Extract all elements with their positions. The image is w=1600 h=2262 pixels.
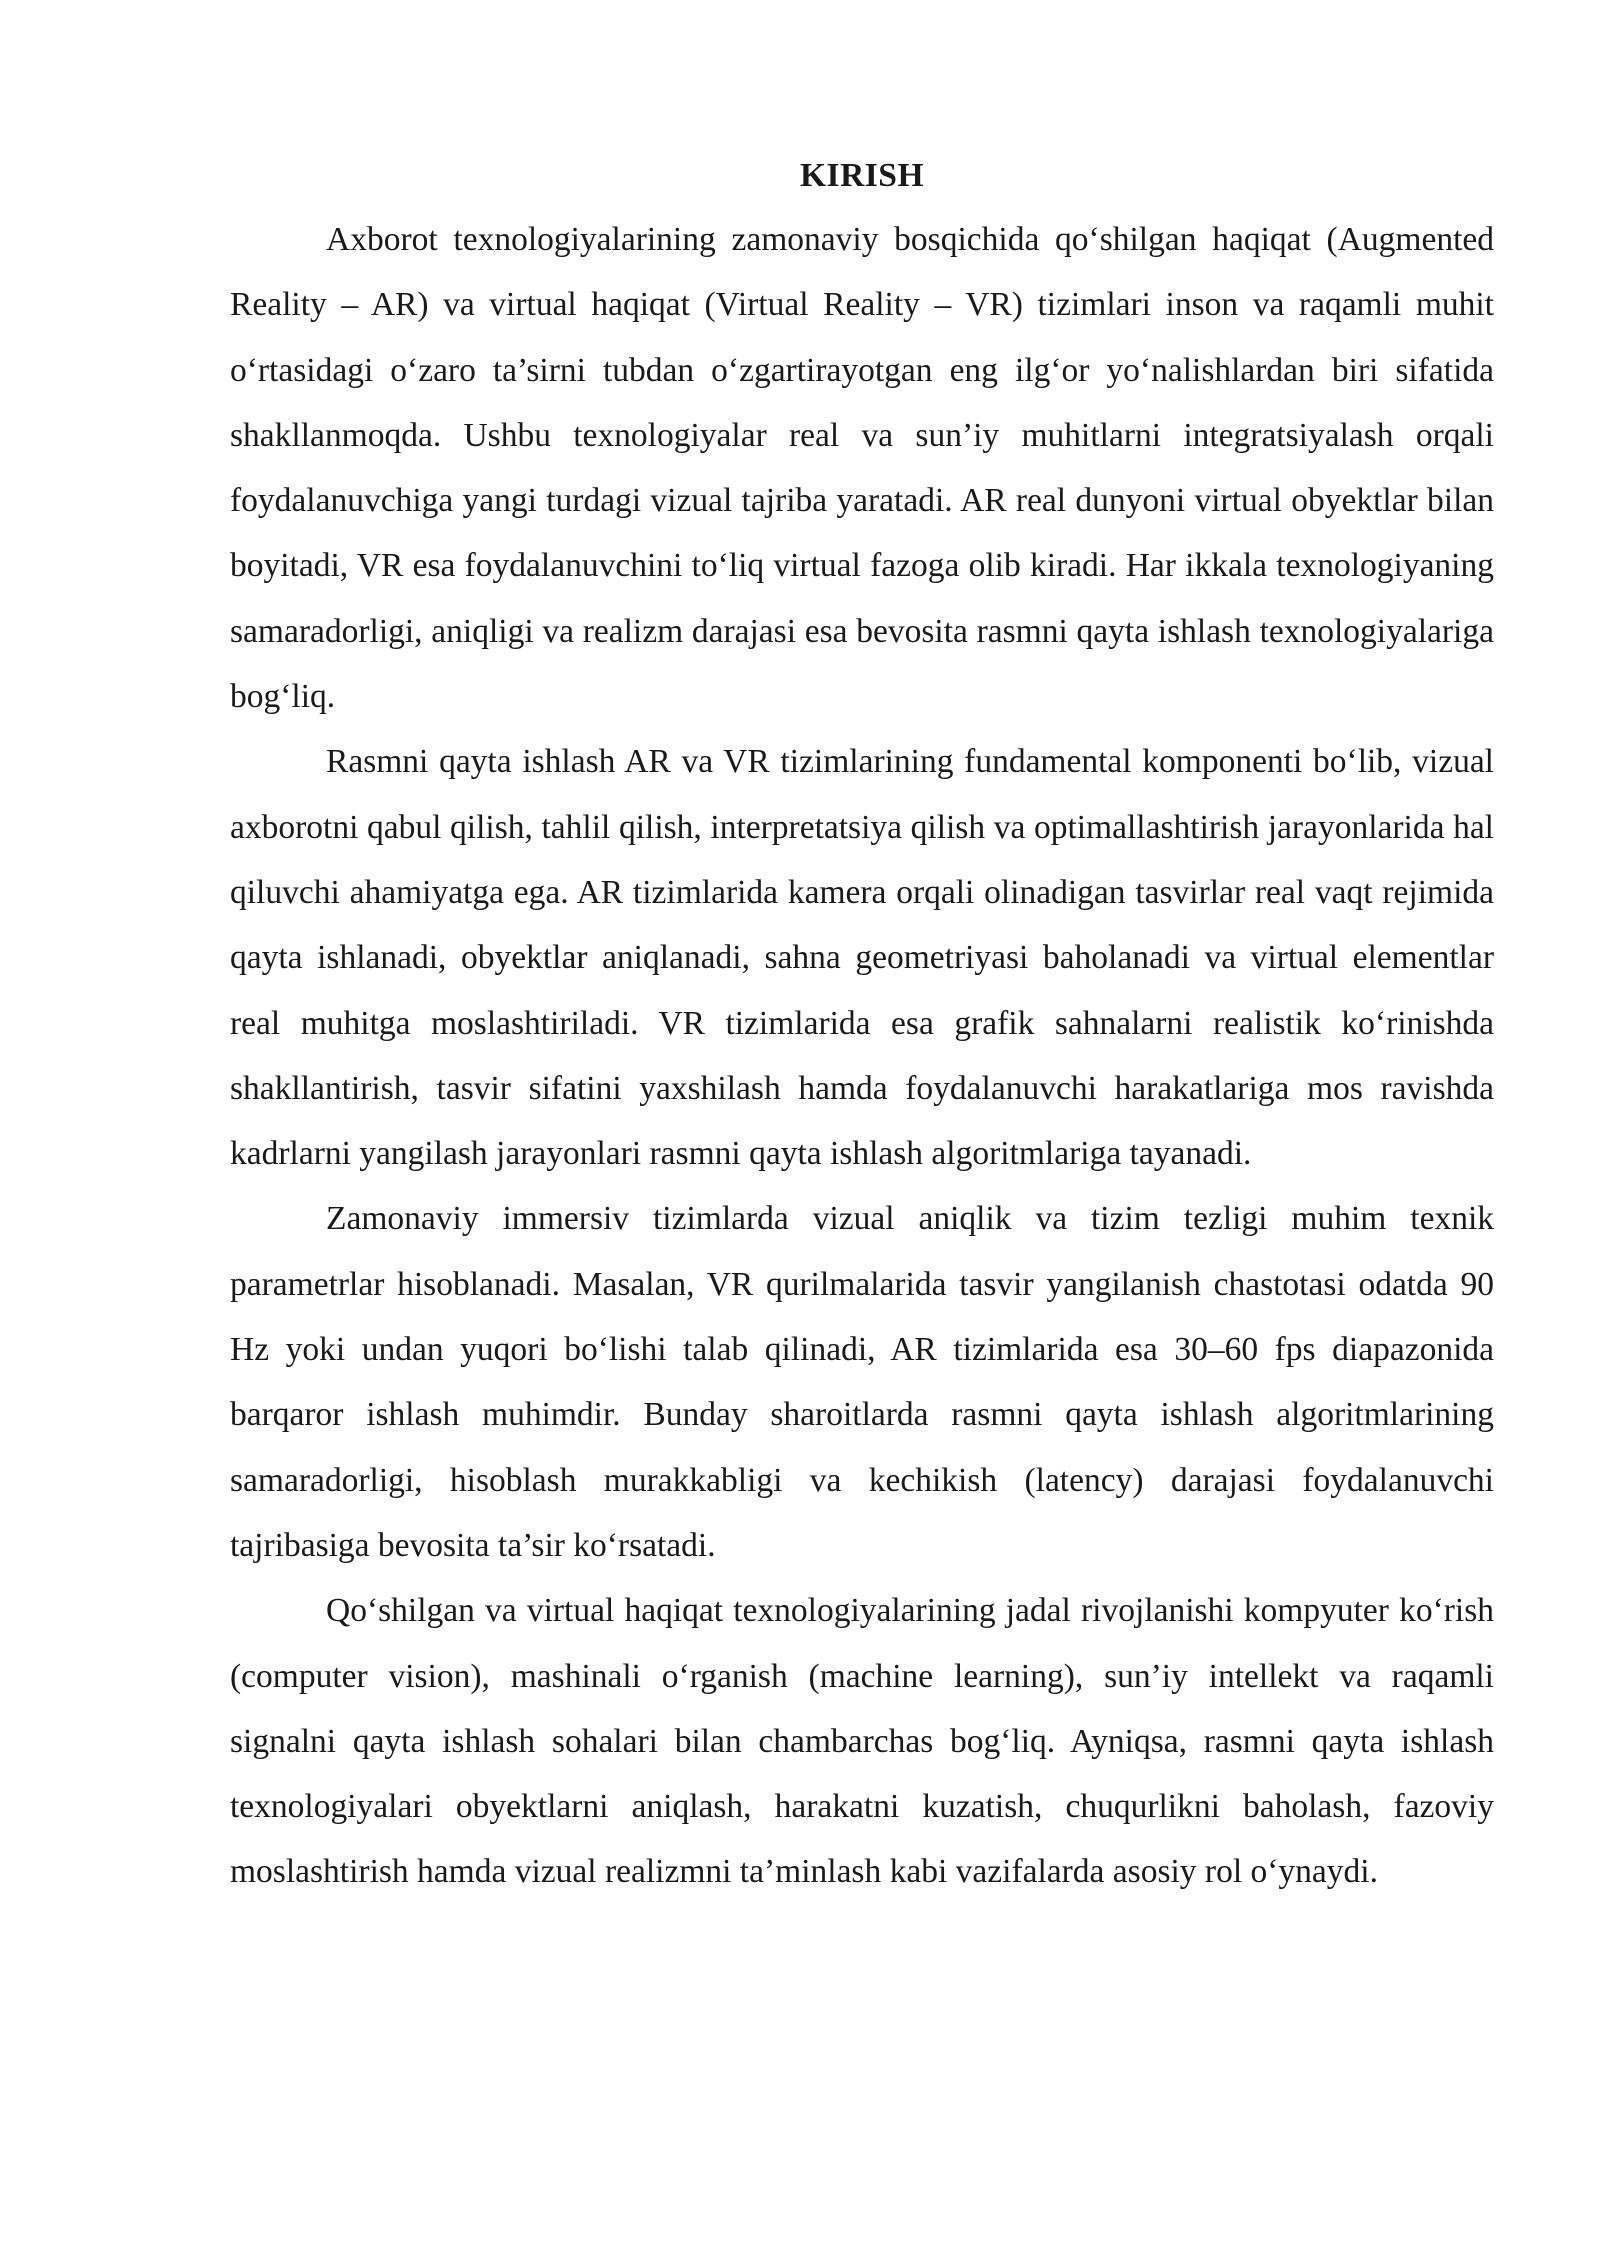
paragraph-3: Zamonaviy immersiv tizimlarda vizual aniqlik va tizim tezligi muhim texnik parametrlar hisoblanadi. Masalan, VR qurilmalarida tasvir yangilanish chastotasi odatda 90 Hz yoki undan yuqori bo‘lishi talab qilinadi, AR tizimlarida esa 30–60 fps diapazonida barqaror ishlash muhimdir. Bunday sharoitlarda rasmni qayta ishlash algoritmlarining samaradorligi, hisoblash murakkabligi va kechikish (latency) darajasi foydalanuvchi tajribasiga bevosita ta’sir ko‘rsatadi. [230, 1200, 1494, 1564]
page-title: KIRISH [799, 157, 924, 194]
paragraph-2: Rasmni qayta ishlash AR va VR tizimlarining fundamental komponenti bo‘lib, vizual axborotni qabul qilish, tahlil qilish, interpretatsiya qilish va optimallashtirish jarayonlarida hal qiluvchi ahamiyatga ega. AR tizimlarida kamera orqali olinadigan tasvirlar real vaqt rejimida qayta ishlanadi, obyektlar aniqlanadi, sahna geometriyasi baholanadi va virtual elementlar real muhitga moslashtiriladi. VR tizimlarida esa grafik sahnalarni realistik ko‘rinishda shakllantirish, tasvir sifatini yaxshilash hamda foydalanuvchi harakatlariga mos ravishda kadrlarni yangilash jarayonlari rasmni qayta ishlash algoritmlariga tayanadi. [230, 743, 1494, 1173]
paragraph-1: Axborot texnologiyalarining zamonaviy bosqichida qo‘shilgan haqiqat (Augmented Reality – AR) va virtual haqiqat (Virtual Reality – VR) tizimlari inson va raqamli muhit o‘rtasidagi o‘zaro ta’sirni tubdan o‘zgartirayotgan eng ilg‘or yo‘nalishlardan biri sifatida shakllanmoqda. Ushbu texnologiyalar real va sun’iy muhitlarni integratsiyalash orqali foydalanuvchiga yangi turdagi vizual tajriba yaratadi. AR real dunyoni virtual obyektlar bilan boyitadi, VR esa foydalanuvchini to‘liq virtual fazoga olib kiradi. Har ikkala texnologiyaning samaradorligi, aniqligi va realizm darajasi esa bevosita rasmni qayta ishlash texnologiyalariga bog‘liq. [230, 221, 1494, 716]
paragraph-4: Qo‘shilgan va virtual haqiqat texnologiyalarining jadal rivojlanishi kompyuter ko‘rish (computer vision), mashinali o‘rganish (machine learning), sun’iy intellekt va raqamli signalni qayta ishlash sohalari bilan chambarchas bog‘liq. Ayniqsa, rasmni qayta ishlash texnologiyalari obyektlarni aniqlash, harakatni kuzatish, chuqurlikni baholash, fazoviy moslashtirish hamda vizual realizmni ta’minlash kabi vazifalarda asosiy rol o‘ynaydi. [230, 1592, 1494, 1891]
document-body [230, 145, 1494, 1905]
